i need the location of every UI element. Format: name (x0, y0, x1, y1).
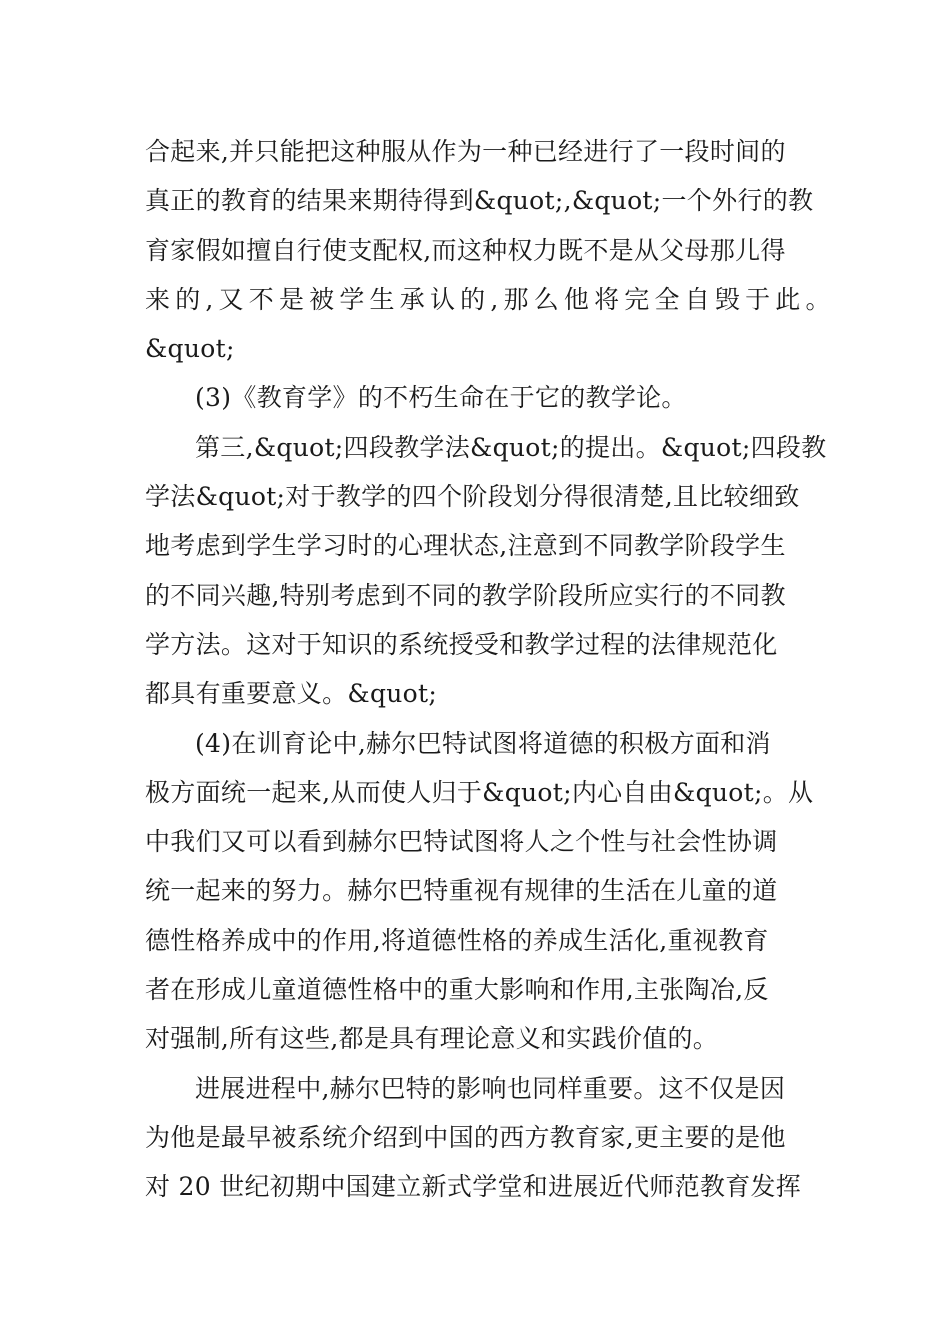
text-line: 合起来,并只能把这种服从作为一种已经进行了一段时间的 (145, 137, 786, 166)
text-line: 都具有重要意义。&quot; (145, 679, 438, 709)
text-line: 地考虑到学生学习时的心理状态,注意到不同教学阶段学生 (145, 531, 786, 561)
text-line: 统一起来的努力。赫尔巴特重视有规律的生活在儿童的道 (145, 876, 778, 906)
text-line: 极方面统一起来,从而使人归于&quot;内心自由&quot;。从 (145, 777, 814, 807)
text-line: (3)《教育学》的不朽生命在于它的教学论。 (195, 383, 687, 413)
text-line: (4)在训育论中,赫尔巴特试图将道德的积极方面和消 (195, 728, 771, 758)
text-line: 育家假如擅自行使支配权,而这种权力既不是从父母那儿得 (145, 235, 786, 265)
text-line: 进展进程中,赫尔巴特的影响也同样重要。这不仅是因 (195, 1073, 786, 1103)
text-line: 来的,又不是被学生承认的,那么他将完全自毁于此。 (145, 284, 836, 314)
text-line: 第三,&quot;四段教学法&quot;的提出。&quot;四段教 (195, 432, 827, 462)
text-line: 中我们又可以看到赫尔巴特试图将人之个性与社会性协调 (145, 827, 778, 857)
text-line: &quot; (145, 334, 235, 364)
text-line: 的不同兴趣,特别考虑到不同的教学阶段所应实行的不同教 (145, 580, 786, 610)
text-line: 真正的教育的结果来期待得到&quot;,&quot;一个外行的教 (145, 186, 814, 216)
text-line: 对强制,所有这些,都是具有理论意义和实践价值的。 (145, 1024, 719, 1054)
text-line: 学方法。这对于知识的系统授受和教学过程的法律规范化 (145, 629, 778, 659)
text-line: 对 20 世纪初期中国建立新式学堂和进展近代师范教育发挥 (145, 1172, 802, 1202)
text-line: 学法&quot;对于教学的四个阶段划分得很清楚,且比较细致 (145, 482, 800, 512)
text-line: 德性格养成中的作用,将道德性格的养成生活化,重视教育 (145, 925, 769, 955)
text-line: 为他是最早被系统介绍到中国的西方教育家,更主要的是他 (145, 1122, 786, 1152)
text-line: 者在形成儿童道德性格中的重大影响和作用,主张陶冶,反 (145, 975, 769, 1005)
body-text (145, 127, 836, 1212)
